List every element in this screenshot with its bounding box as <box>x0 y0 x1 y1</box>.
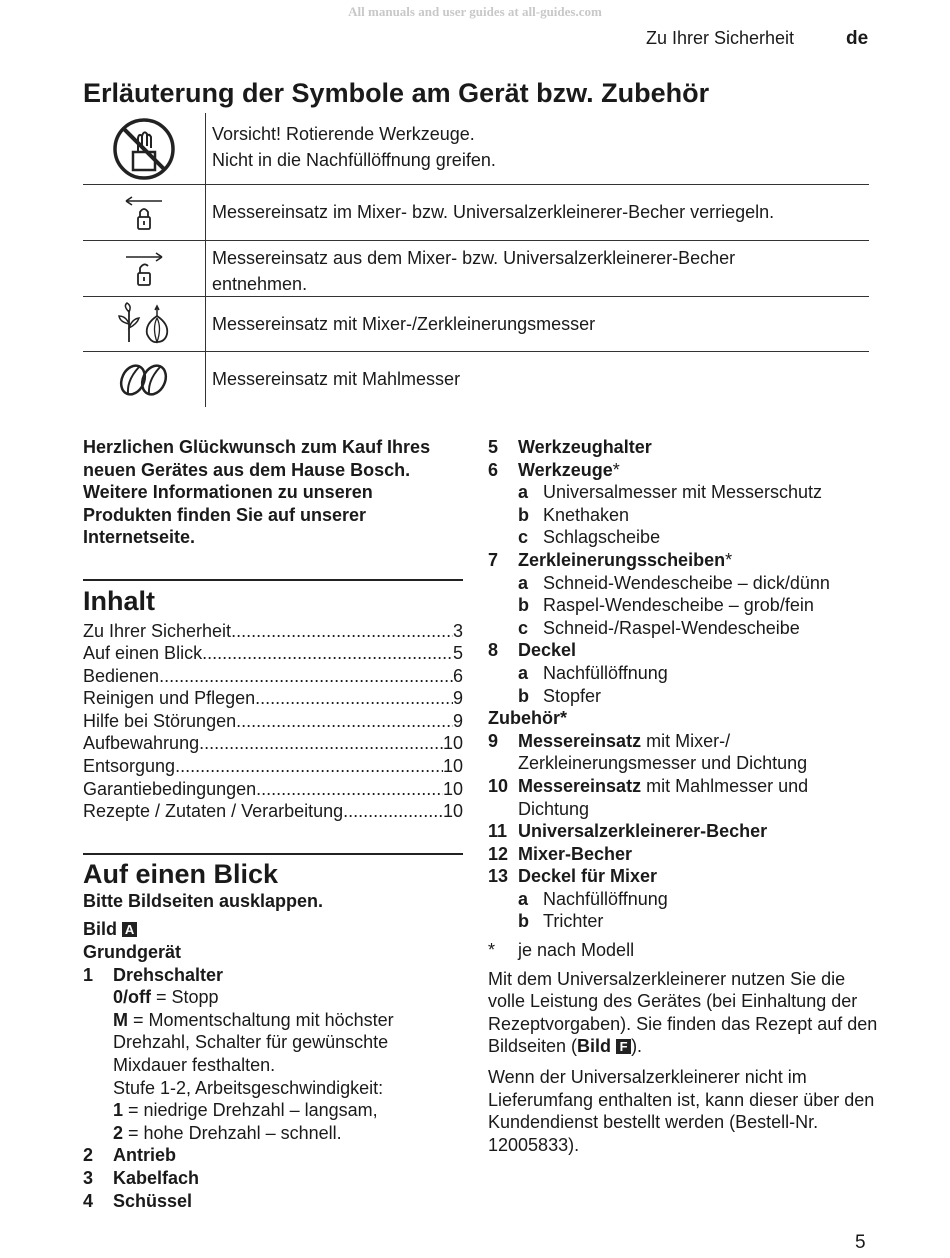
unlock-icon <box>83 241 206 296</box>
intro-paragraph: Herzlichen Glückwunsch zum Kauf Ihres neuen Gerätes aus dem Hause Bosch. Weitere Informationen zu unseren Produkten finden Sie auf unserer Internetseite. <box>83 437 431 547</box>
figure-letter-badge: A <box>122 922 137 937</box>
list-item: 6 Werkzeuge* <box>488 459 620 480</box>
overview-subtitle: Bitte Bildseiten ausklappen. <box>83 890 324 911</box>
list-item: 13 Deckel für Mixer <box>488 866 658 887</box>
right-column <box>488 436 878 1156</box>
symbol-row <box>83 297 869 352</box>
toc-page: 9 <box>452 688 463 709</box>
toc-page: 10 <box>442 801 463 822</box>
toc-page: 9 <box>452 710 463 731</box>
toc-label: Bedienen <box>83 665 160 686</box>
toc-page: 3 <box>452 620 463 641</box>
item-detail: M = Momentschaltung mit höchster Drehzahl, Schalter für gewünschte Mixdauer festhalten. <box>113 1009 394 1075</box>
lock-icon <box>83 185 206 240</box>
symbol-text-line: entnehmen. <box>212 274 308 294</box>
base-unit-heading: Grundgerät <box>83 942 182 963</box>
sub-item: a Nachfüllöffnung <box>518 662 668 683</box>
list-item <box>83 964 463 987</box>
symbol-text-line: Vorsicht! Rotierende Werkzeuge. <box>212 124 475 144</box>
list-item: 3 Kabelfach <box>83 1167 200 1188</box>
list-item: 4 Schüssel <box>83 1190 193 1211</box>
list-item: 8 Deckel <box>488 640 577 661</box>
toc-entry[interactable] <box>83 732 463 755</box>
watermark: All manuals and user guides at all-guides.com <box>348 4 602 19</box>
toc-label: Reinigen und Pflegen <box>83 688 256 709</box>
symbols-table <box>83 113 869 407</box>
list-item: 12 Mixer-Becher <box>488 843 633 864</box>
sub-item: b Trichter <box>518 911 604 932</box>
toc-entry[interactable] <box>83 710 463 733</box>
toc-page: 10 <box>442 778 463 799</box>
list-item: 2 Antrieb <box>83 1145 176 1166</box>
sub-item: b Knethaken <box>518 504 630 525</box>
item-label: Drehschalter <box>113 964 224 985</box>
toc-entry[interactable] <box>83 687 463 710</box>
toc-label: Auf einen Blick <box>83 643 203 664</box>
coffee-beans-icon <box>83 352 206 407</box>
divider <box>83 853 463 855</box>
page-number: 5 <box>855 1232 866 1253</box>
paragraph: Wenn der Universalzerkleinerer nicht im Lieferumfang enthalten ist, kann dieser über den Kundendienst bestellt werden (Bestell-Nr. 12005833). <box>488 1067 875 1155</box>
sub-item: b Stopfer <box>518 685 602 706</box>
footnote: * je nach Modell <box>488 940 635 961</box>
figure-label: Bild <box>83 919 117 940</box>
header-language: de <box>846 28 869 49</box>
list-item: 10 Messereinsatz mit Mahlmesser und Dichtung <box>488 775 809 819</box>
toc-label: Garantiebedingungen <box>83 778 257 799</box>
no-hand-in-filler-icon <box>83 113 206 184</box>
left-column <box>83 436 463 1212</box>
toc-page: 10 <box>442 733 463 754</box>
table-of-contents <box>83 620 463 823</box>
toc-label: Hilfe bei Störungen <box>83 710 237 731</box>
sub-item: a Schneid-Wendescheibe – dick/dünn <box>518 572 830 593</box>
header-section-title: Zu Ihrer Sicherheit <box>646 28 795 48</box>
divider <box>83 579 463 581</box>
item-detail: Stufe 1-2, Arbeitsgeschwindigkeit: <box>113 1077 384 1098</box>
list-item: 11 Universalzerkleinerer-Becher <box>488 821 768 842</box>
toc-entry[interactable] <box>83 778 463 801</box>
contents-heading: Inhalt <box>83 585 155 616</box>
toc-page: 10 <box>442 756 463 777</box>
toc-page: 6 <box>452 665 463 686</box>
overview-heading: Auf einen Blick <box>83 858 279 889</box>
item-detail: 2 = hohe Drehzahl – schnell. <box>113 1122 342 1143</box>
toc-label: Entsorgung <box>83 756 176 777</box>
list-item: 5 Werkzeughalter <box>488 437 652 457</box>
item-detail: 1 = niedrige Drehzahl – langsam, <box>113 1100 378 1121</box>
list-item: 9 Messereinsatz mit Mixer-/ Zerkleinerungsmesser und Dichtung <box>488 730 808 774</box>
symbol-row <box>83 241 869 297</box>
symbol-text-line: Messereinsatz mit Mixer-/Zerkleinerungsmesser <box>212 314 596 334</box>
toc-label: Aufbewahrung <box>83 733 200 754</box>
toc-label: Rezepte / Zutaten / Verarbeitung <box>83 801 344 822</box>
symbol-row <box>83 113 869 185</box>
sub-item: c Schneid-/Raspel-Wendescheibe <box>518 617 800 638</box>
sub-item: b Raspel-Wendescheibe – grob/fein <box>518 595 814 616</box>
symbol-row <box>83 185 869 241</box>
toc-entry[interactable] <box>83 620 463 643</box>
sub-item: a Universalmesser mit Messerschutz <box>518 482 823 503</box>
item-detail: 0/off = Stopp <box>113 987 219 1008</box>
symbol-text-line: Messereinsatz aus dem Mixer- bzw. Universalzerkleinerer-Becher <box>212 248 736 268</box>
item-number: 1 <box>83 964 94 985</box>
figure-letter-badge: F <box>616 1039 631 1054</box>
symbols-heading: Erläuterung der Symbole am Gerät bzw. Zubehör <box>83 78 710 108</box>
toc-entry[interactable] <box>83 665 463 688</box>
list-item: 7 Zerkleinerungsscheiben* <box>488 549 733 570</box>
symbol-text-line: Messereinsatz im Mixer- bzw. Universalzerkleinerer-Becher verriegeln. <box>212 202 775 222</box>
herb-onion-icon <box>83 297 206 351</box>
toc-label: Zu Ihrer Sicherheit <box>83 620 232 641</box>
sub-item: c Schlagscheibe <box>518 527 661 548</box>
paragraph: Mit dem Universalzerkleinerer nutzen Sie die volle Leistung des Gerätes (bei Einhaltung der Rezeptvorgaben). Sie finden das Rezept auf den Bildseiten (Bild F ). <box>488 968 878 1057</box>
toc-page: 5 <box>452 643 463 664</box>
accessories-heading: Zubehör* <box>488 708 567 729</box>
toc-entry[interactable] <box>83 755 463 778</box>
symbol-row <box>83 352 869 407</box>
toc-entry[interactable] <box>83 642 463 665</box>
sub-item: a Nachfüllöffnung <box>518 888 668 909</box>
symbol-text-line: Nicht in die Nachfüllöffnung greifen. <box>212 150 496 170</box>
symbol-text-line: Messereinsatz mit Mahlmesser <box>212 369 461 389</box>
figure-reference <box>83 918 463 941</box>
toc-entry[interactable] <box>83 800 463 823</box>
